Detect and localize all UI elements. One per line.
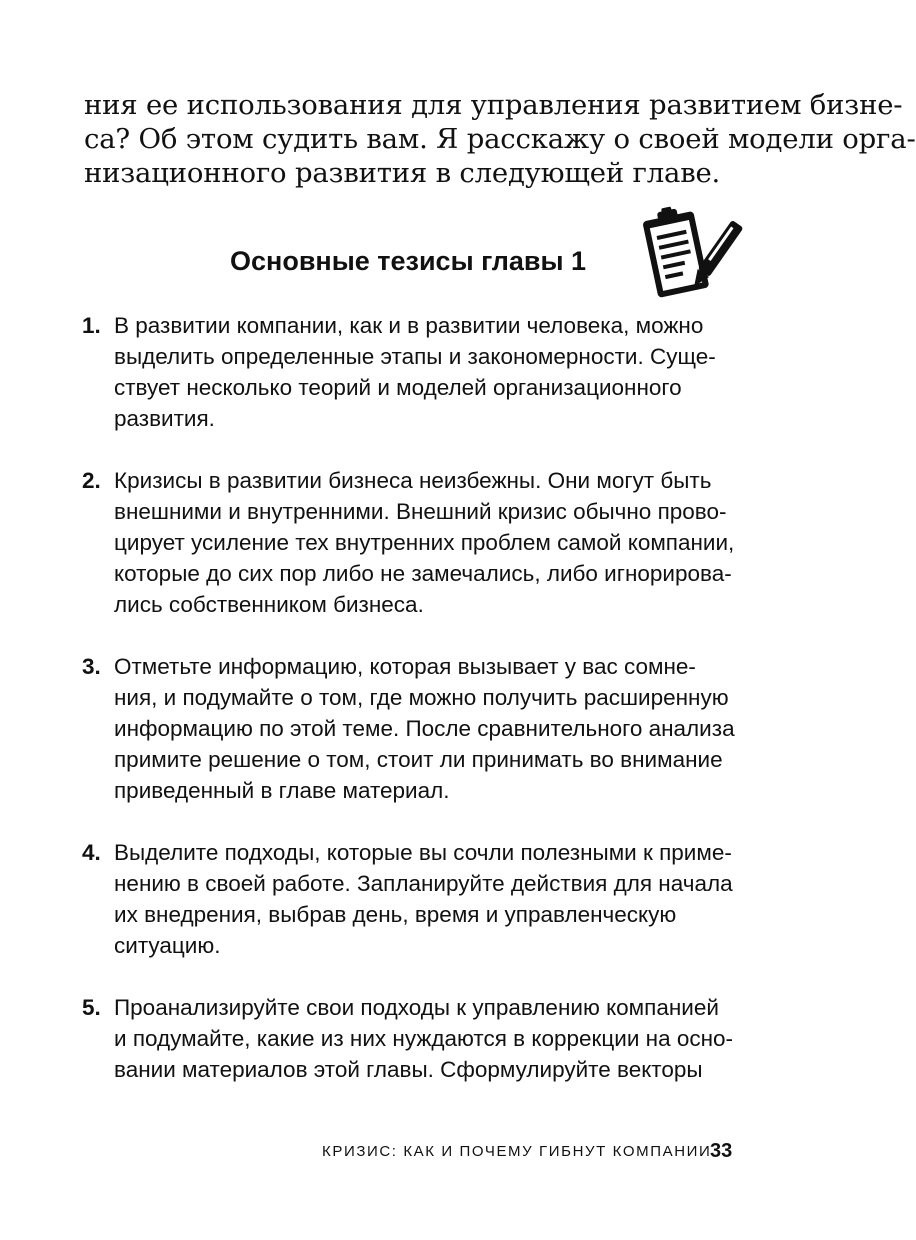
thesis-item: [82, 992, 742, 1085]
clipboard-pen-icon: [638, 205, 738, 300]
thesis-line: нению в своей работе. Запланируйте действия для начала: [114, 871, 733, 896]
theses-list: [82, 310, 742, 1116]
thesis-line: информацию по этой теме. После сравнительного анализа: [114, 716, 735, 741]
thesis-item: [82, 651, 742, 806]
thesis-line: приведенный в главе материал.: [114, 778, 450, 803]
thesis-line: выделить определенные этапы и закономерности. Суще-: [114, 344, 716, 369]
thesis-item: [82, 837, 742, 961]
running-title: КРИЗИС: КАК И ПОЧЕМУ ГИБНУТ КОМПАНИИ: [322, 1143, 712, 1160]
thesis-line: примите решение о том, стоит ли принимать во внимание: [114, 747, 723, 772]
thesis-number: 2.: [82, 468, 101, 493]
thesis-line: которые до сих пор либо не замечались, либо игнорирова-: [114, 561, 732, 586]
thesis-line: В развитии компании, как и в развитии человека, можно: [114, 313, 704, 338]
intro-line: ния ее использования для управления развитием бизне-: [84, 89, 903, 121]
thesis-line: ситуацию.: [114, 933, 221, 958]
intro-line: са? Об этом судить вам. Я расскажу о своей модели орга-: [84, 123, 916, 155]
thesis-line: развития.: [114, 406, 215, 431]
thesis-line: вании материалов этой главы. Сформулируйте векторы: [114, 1057, 703, 1082]
thesis-item: [82, 310, 742, 434]
intro-paragraph: [84, 88, 916, 190]
thesis-line: и подумайте, какие из них нуждаются в коррекции на осно-: [114, 1026, 734, 1051]
thesis-number: 4.: [82, 840, 101, 865]
thesis-line: их внедрения, выбрав день, время и управленческую: [114, 902, 677, 927]
page-number: 33: [710, 1140, 733, 1162]
thesis-line: ния, и подумайте о том, где можно получить расширенную: [114, 685, 729, 710]
thesis-line: лись собственником бизнеса.: [114, 592, 424, 617]
thesis-number: 3.: [82, 654, 101, 679]
thesis-line: внешними и внутренними. Внешний кризис обычно прово-: [114, 499, 727, 524]
thesis-line: Кризисы в развитии бизнеса неизбежны. Они могут быть: [114, 468, 712, 493]
intro-line: низационного развития в следующей главе.: [84, 157, 721, 189]
thesis-line: Проанализируйте свои подходы к управлению компанией: [114, 995, 719, 1020]
thesis-line: Отметьте информацию, которая вызывает у вас сомне-: [114, 654, 696, 679]
section-title: Основные тезисы главы 1: [230, 246, 587, 276]
thesis-item: [82, 465, 742, 620]
thesis-number: 1.: [82, 313, 101, 338]
thesis-line: цирует усиление тех внутренних проблем самой компании,: [114, 530, 735, 555]
thesis-line: Выделите подходы, которые вы сочли полезными к приме-: [114, 840, 732, 865]
thesis-line: ствует несколько теорий и моделей организационного: [114, 375, 682, 400]
thesis-number: 5.: [82, 995, 101, 1020]
